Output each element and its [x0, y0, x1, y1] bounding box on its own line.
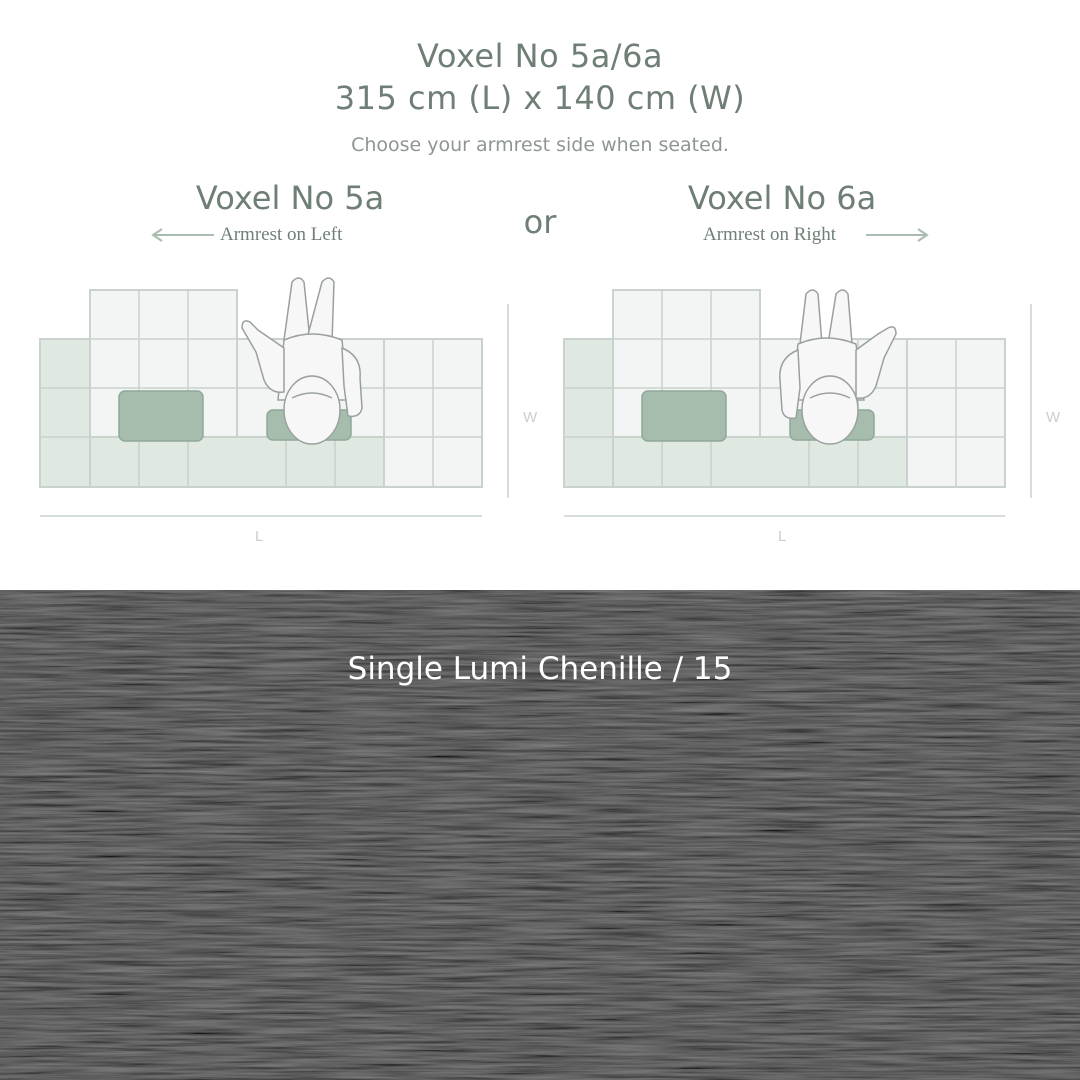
variant-left-armrest: Armrest on Left: [220, 224, 343, 245]
fabric-name: Single Lumi Chenille / 15: [347, 651, 733, 687]
length-label-left: L: [255, 528, 264, 545]
arrow-left-icon: [150, 227, 216, 243]
product-title: Voxel No 5a/6a: [416, 37, 664, 75]
sofa-modules: [40, 290, 482, 487]
variant-left-title: Voxel No 5a: [195, 179, 385, 217]
width-label-left: W: [523, 409, 538, 426]
cushion: [642, 391, 726, 441]
instruction-text: Choose your armrest side when seated.: [351, 134, 729, 156]
length-label-right: L: [778, 528, 787, 545]
sofa-diagram-right: [540, 260, 1080, 560]
cushion: [119, 391, 203, 441]
or-separator: or: [523, 203, 557, 241]
variant-right-armrest: Armrest on Right: [703, 224, 836, 245]
product-dimensions: 315 cm (L) x 140 cm (W): [334, 79, 746, 117]
arrow-right-icon: [864, 227, 930, 243]
variant-right-title: Voxel No 6a: [687, 179, 877, 217]
width-label-right: W: [1046, 409, 1061, 426]
sofa-diagram-left: [0, 260, 540, 560]
